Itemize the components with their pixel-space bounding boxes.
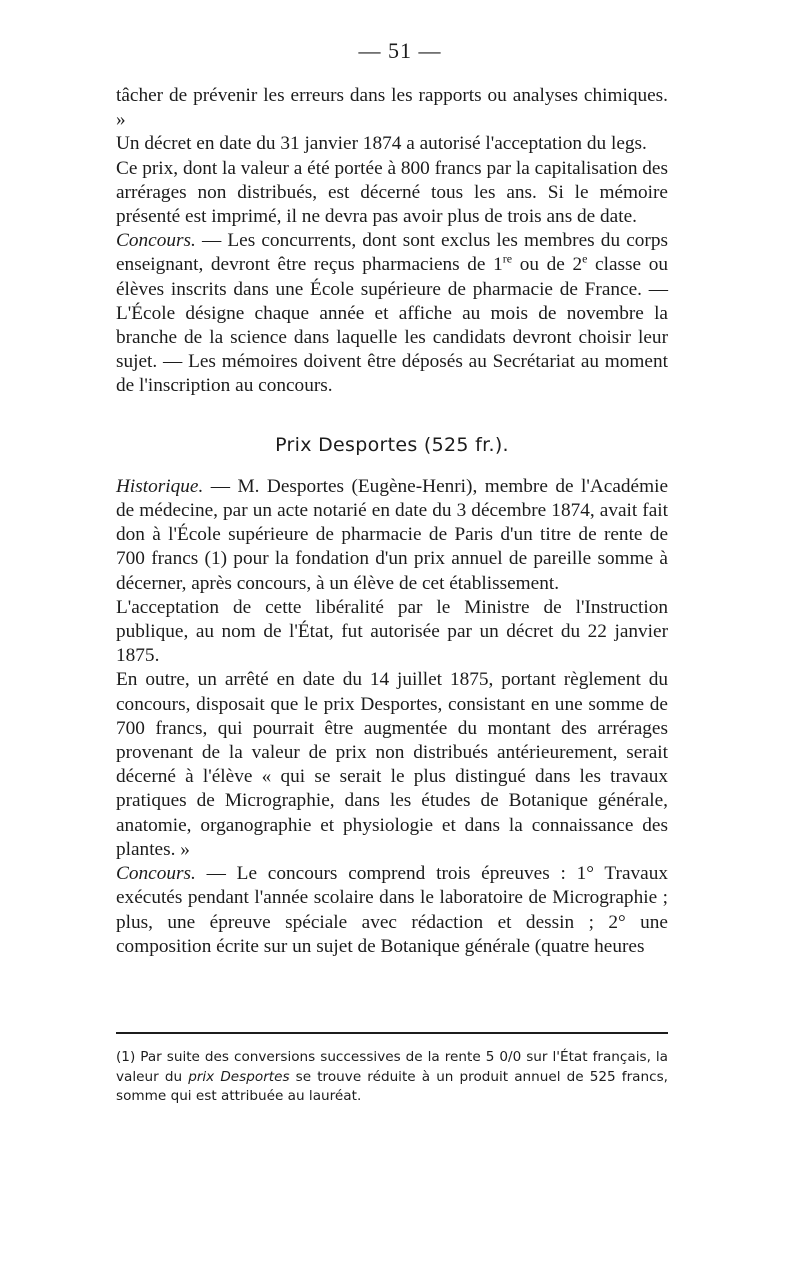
- section-heading: Prix Desportes (525 fr.).: [275, 433, 509, 456]
- concours-text-c: classe ou élèves inscrits dans une École supérieure de pharmacie de France. — L'École désigne chaque année et affiche au mois de novembre la branche de la science dans laquelle les candidats devront choisir leur sujet. — Les mémoires doivent être déposés au Secrétariat au moment de l'inscription au concours.: [116, 254, 668, 397]
- ordinal-superscript: re: [502, 252, 513, 266]
- main-text: [116, 84, 668, 959]
- paragraph-arrete: En outre, un arrêté en date du 14 juillet 1875, portant règlement du concours, disposait que le prix Desportes, consistant en une somme de 700 francs, qui pourrait être augmentée du montant des arrérages provenant de la valeur de prix non distribués antérieurement, serait décerné à l'élève « qui se serait le plus distingué dans les travaux pratiques de Micrographie, dans les études de Botanique générale, anatomie, organographie et physiologie et dans la connaissance des plantes. »: [116, 669, 668, 860]
- concours-text-a: — Les concurrents, dont sont exclus les membres du corps enseignant, devront être reçus pharmaciens de 1: [116, 230, 668, 276]
- ordinal-superscript: e: [582, 252, 588, 266]
- historique-text: — M. Desportes (Eugène-Henri), membre de l'Académie de médecine, par un acte notarié en date du 3 décembre 1874, avait fait don à l'École supérieure de pharmacie de Paris d'un titre de rente de 700 francs (1) pour la fondation d'un prix annuel de pareille somme à décerner, après concours, à un élève de cet établissement.: [116, 475, 668, 594]
- paragraph-continuation: tâcher de prévenir les erreurs dans les rapports ou analyses chimiques. »: [116, 85, 668, 131]
- paragraph-historique: [116, 475, 668, 596]
- footnote-rule: [116, 1032, 668, 1034]
- footnote-text-b: se trouve réduite à un produit annuel de 525 francs, somme qui est attribuée au lauréat.: [116, 1068, 668, 1105]
- paragraph-concours: [116, 229, 668, 398]
- page-number: — 51 —: [358, 38, 442, 63]
- footnote-italic: prix Desportes: [188, 1068, 290, 1085]
- paragraph-decret: Un décret en date du 31 janvier 1874 a autorisé l'acceptation du legs.: [116, 133, 647, 155]
- historique-label: Historique.: [116, 475, 204, 497]
- concours-label: Concours.: [116, 230, 196, 252]
- concours-label-2: Concours.: [116, 863, 196, 885]
- concours-text-b: ou de 2: [512, 254, 583, 276]
- paragraph-acceptation: L'acceptation de cette libéralité par le Ministre de l'Instruction publique, au nom de l'État, fut autorisée par un décret du 22 janvier 1875.: [116, 596, 668, 667]
- footnote-text-a: (1) Par suite des conversions successives de la rente 5 0/0 sur l'État français, la valeur du: [116, 1049, 668, 1085]
- paragraph-concours-2: [116, 862, 668, 959]
- footnote: [116, 1048, 668, 1107]
- paragraph-prix-valeur: Ce prix, dont la valeur a été portée à 800 francs par la capitalisation des arrérages non distribués, est décerné tous les ans. Si le mémoire présenté est imprimé, il ne devra pas avoir plus de trois ans de date.: [116, 157, 668, 228]
- concours-text-2: — Le concours comprend trois épreuves : 1° Travaux exécutés pendant l'année scolaire dans le laboratoire de Micrographie ; plus, une épreuve spéciale avec rédaction et dessin ; 2° une composition écrite sur un sujet de Botanique générale (quatre heures: [116, 863, 668, 957]
